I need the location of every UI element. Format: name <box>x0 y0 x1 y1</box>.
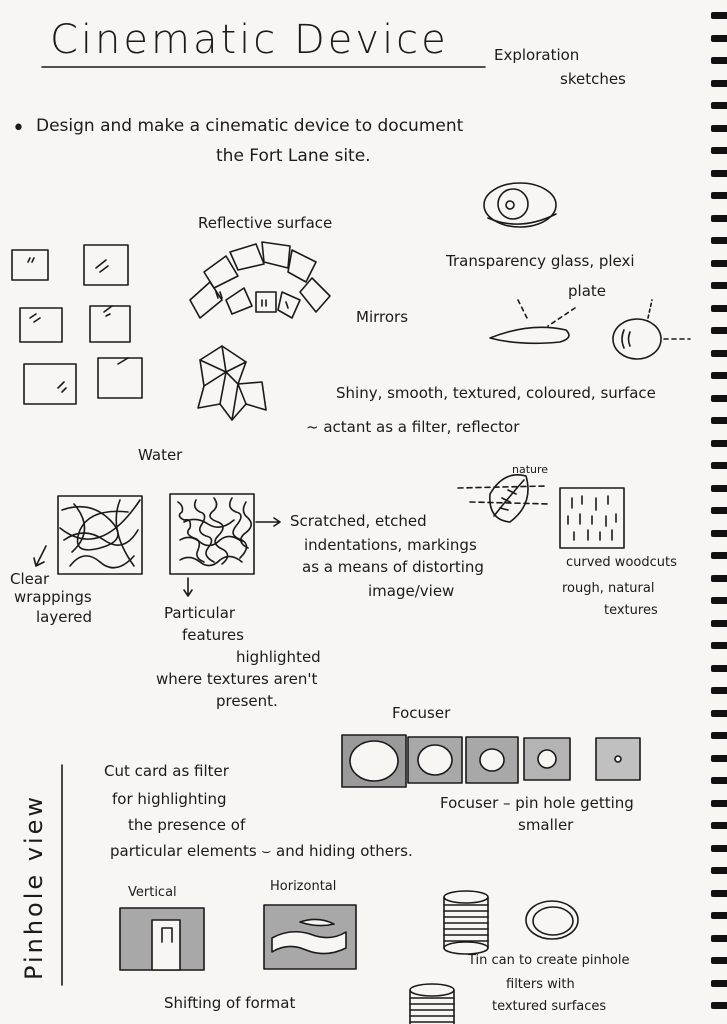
tin-can-lower <box>410 984 454 1024</box>
spiral-ring <box>711 485 727 492</box>
spiral-ring <box>711 1002 727 1009</box>
spiral-ring <box>711 80 727 87</box>
spiral-ring <box>711 395 727 402</box>
scratched-line1: Scratched, etched <box>290 512 427 530</box>
spiral-ring <box>711 575 727 582</box>
intro-line2: the Fort Lane site. <box>216 146 371 166</box>
spiral-ring <box>711 597 727 604</box>
spiral-ring <box>711 12 727 19</box>
cut-line1: Cut card as filter <box>104 762 229 780</box>
spiral-ring <box>711 507 727 514</box>
spiral-ring <box>711 327 727 334</box>
spiral-ring <box>711 372 727 379</box>
qualities-text: Shiny, smooth, textured, coloured, surface <box>336 384 656 402</box>
spiral-ring <box>711 912 727 919</box>
vertical-card <box>120 908 204 970</box>
spiral-ring <box>711 215 727 222</box>
particular-line5: present. <box>216 692 278 710</box>
clear-line1: Clear <box>10 570 50 588</box>
vertical-label: Vertical <box>128 885 177 900</box>
faceted-object <box>198 346 266 420</box>
spiral-ring <box>711 237 727 244</box>
spiral-ring <box>711 890 727 897</box>
transparency-line2: plate <box>568 282 606 300</box>
spiral-ring <box>711 102 727 109</box>
spiral-ring <box>711 777 727 784</box>
subtitle-sketches: sketches <box>560 70 626 88</box>
tin-line3: textured surfaces <box>492 999 607 1014</box>
woodcuts-line3: textures <box>604 603 658 618</box>
spiral-binding <box>707 0 727 1024</box>
spiral-ring <box>711 462 727 469</box>
spiral-ring <box>711 867 727 874</box>
reflective-heading: Reflective surface <box>198 214 333 232</box>
water-heading: Water <box>138 446 183 464</box>
horizontal-card <box>264 905 356 969</box>
particular-arrow <box>184 578 192 596</box>
woodcut-square <box>560 488 624 548</box>
spiral-ring <box>711 350 727 357</box>
spiral-ring <box>711 552 727 559</box>
woodcuts-line2: rough, natural <box>562 581 655 596</box>
spiral-ring <box>711 170 727 177</box>
mirror-arc <box>190 242 330 318</box>
pinhole-side-label: Pinhole view <box>20 793 48 980</box>
clear-line2: wrappings <box>14 588 92 606</box>
cut-line2: for highlighting <box>112 790 227 808</box>
lens-icon <box>484 183 556 227</box>
mirror-squares <box>12 245 142 404</box>
transparency-line1: Transparency glass, plexi <box>446 252 635 270</box>
spiral-ring <box>711 282 727 289</box>
spiral-ring <box>711 800 727 807</box>
spiral-ring <box>711 417 727 424</box>
focuser-caption-line1: Focuser – pin hole getting <box>440 794 634 812</box>
spiral-ring <box>711 845 727 852</box>
focuser-sequence <box>342 735 640 787</box>
subtitle-exploration: Exploration <box>494 46 580 64</box>
spiral-ring <box>711 57 727 64</box>
spiral-ring <box>711 125 727 132</box>
leaf-icon <box>458 475 550 522</box>
spiral-ring <box>711 980 727 987</box>
tangled-wrapping-square <box>58 496 142 574</box>
spiral-ring <box>711 642 727 649</box>
spiral-ring <box>711 822 727 829</box>
scratched-line2: indentations, markings <box>304 536 477 554</box>
mirrors-label: Mirrors <box>356 308 409 326</box>
spiral-ring <box>711 440 727 447</box>
shifting-label: Shifting of format <box>164 994 296 1012</box>
clear-arrow <box>34 546 46 566</box>
woodcuts-line1: curved woodcuts <box>566 555 677 570</box>
particular-line2: features <box>182 626 244 644</box>
spiral-ring <box>711 710 727 717</box>
particular-line3: highlighted <box>236 648 321 666</box>
spiral-ring <box>711 35 727 42</box>
actant-text: ~ actant as a filter, reflector <box>306 418 520 436</box>
spiral-ring <box>711 530 727 537</box>
scratched-square <box>170 494 254 574</box>
tin-line2: filters with <box>506 977 575 992</box>
spiral-ring <box>711 732 727 739</box>
spiral-ring <box>711 147 727 154</box>
spiral-ring <box>711 665 727 672</box>
spiral-ring <box>711 957 727 964</box>
scratched-line4: image/view <box>368 582 455 600</box>
spiral-ring <box>711 192 727 199</box>
spiral-ring <box>711 260 727 267</box>
clear-line3: layered <box>36 608 93 626</box>
spiral-ring <box>711 687 727 694</box>
spiral-ring <box>711 620 727 627</box>
particular-line4: where textures aren't <box>156 670 318 688</box>
focuser-caption-line2: smaller <box>518 816 574 834</box>
tin-lid <box>526 901 578 939</box>
spiral-ring <box>711 305 727 312</box>
scratched-arrow <box>256 518 280 526</box>
particular-line1: Particular <box>164 604 236 622</box>
scratched-line3: as a means of distorting <box>302 558 484 576</box>
globe-icon <box>613 300 690 359</box>
nature-label: nature <box>512 463 549 476</box>
tin-can-upper <box>444 891 488 954</box>
focuser-heading: Focuser <box>392 704 451 722</box>
intro-bullet: • <box>12 116 25 141</box>
cut-line4: particular elements ⌣ and hiding others. <box>110 842 413 860</box>
spiral-ring <box>711 935 727 942</box>
cut-line3: the presence of <box>128 816 246 834</box>
tin-line1: Tin can to create pinhole <box>468 953 630 968</box>
intro-line1: Design and make a cinematic device to document <box>36 116 464 136</box>
page-title: Cinematic Device <box>50 17 449 63</box>
spiral-ring <box>711 755 727 762</box>
horizontal-label: Horizontal <box>270 879 337 894</box>
glass-plate-icon <box>490 300 575 343</box>
